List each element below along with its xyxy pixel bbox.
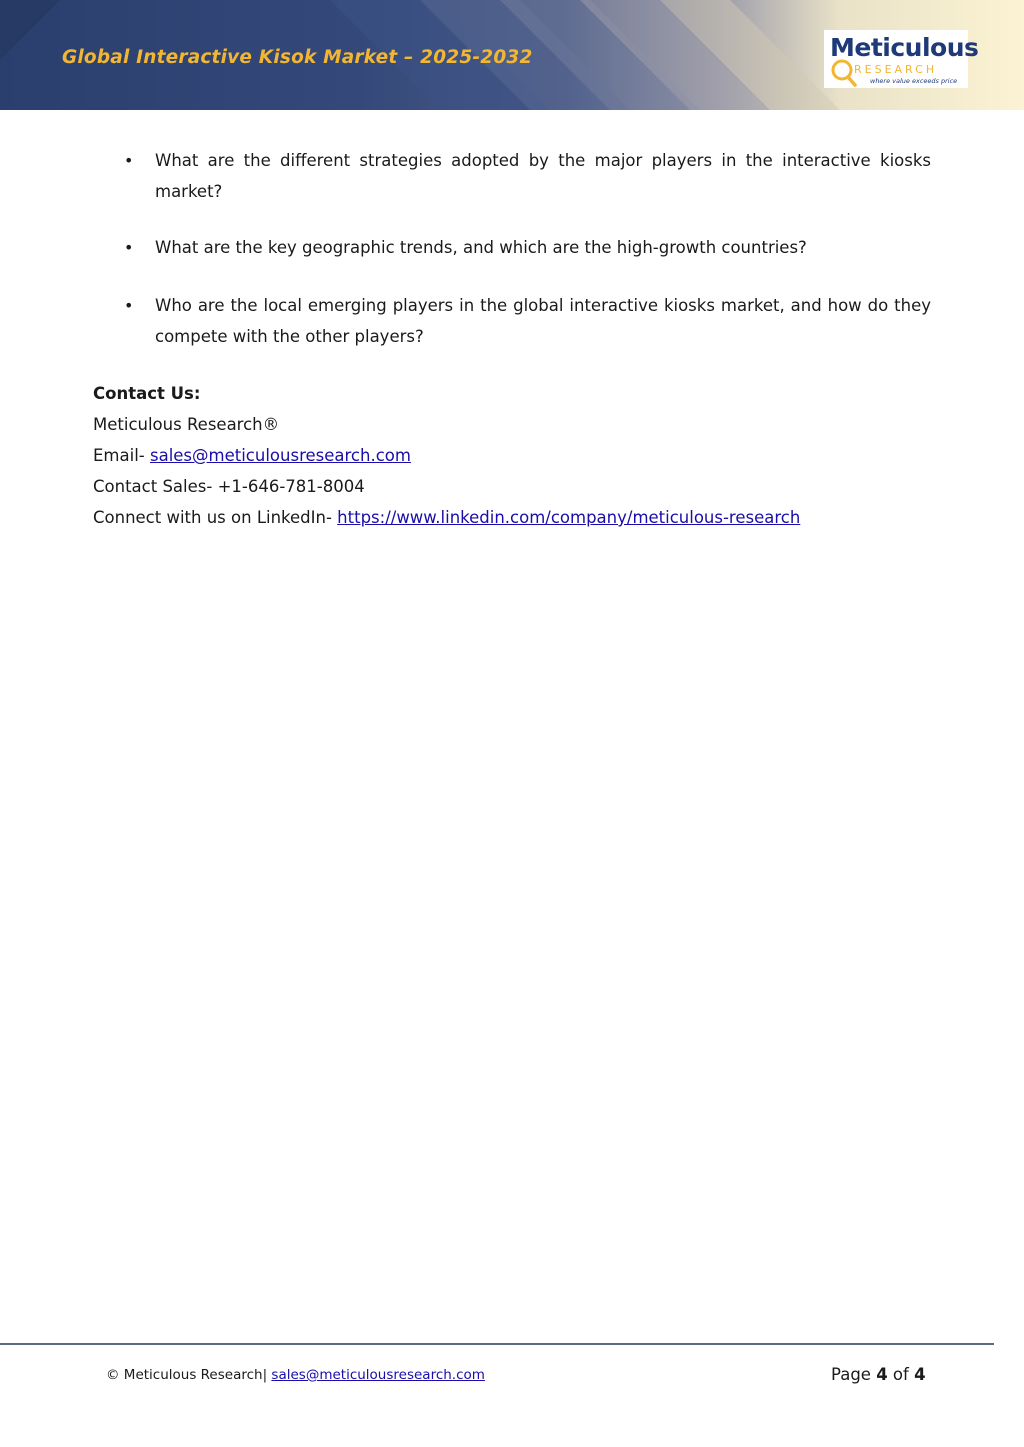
contact-heading: Contact Us: [93, 384, 201, 403]
logo-subtitle: RESEARCH [854, 63, 938, 76]
logo-wordmark: Meticulous [830, 33, 979, 62]
company-name: Meticulous Research® [93, 415, 280, 434]
page-word: Page [831, 1365, 877, 1384]
logo-tagline: where value exceeds price [870, 77, 958, 85]
sales-label: Contact Sales- [93, 477, 218, 496]
question-text: Who are the local emerging players in the global interactive kiosks market, and how do they compete with the other players? [155, 296, 931, 346]
report-title: Global Interactive Kisok Market – 2025-2032 [62, 47, 533, 68]
email-line [93, 440, 411, 471]
bullet-icon: • [124, 238, 134, 257]
page-header [0, 0, 1024, 110]
question-text: What are the different strategies adopted by the major players in the interactive kiosks market? [155, 151, 931, 201]
footer-copyright [106, 1367, 485, 1383]
footer-email-link[interactable]: sales@meticulousresearch.com [271, 1367, 485, 1383]
bullet-icon: • [124, 296, 134, 315]
linkedin-label: Connect with us on LinkedIn- [93, 508, 338, 527]
page-current: 4 [876, 1365, 888, 1384]
sales-line [93, 471, 365, 502]
bullet-icon: • [124, 151, 134, 170]
page-total: 4 [914, 1365, 926, 1384]
question-text: What are the key geographic trends, and which are the high-growth countries? [155, 238, 807, 257]
page-of: of [887, 1365, 915, 1384]
page-number [831, 1365, 926, 1384]
copyright-text: © Meticulous Research| [106, 1367, 272, 1383]
meticulous-research-logo [824, 30, 979, 88]
linkedin-line [93, 502, 800, 533]
sales-phone: +1-646-781-8004 [217, 477, 365, 496]
linkedin-link[interactable]: https://www.linkedin.com/company/meticulous-research [337, 508, 801, 527]
email-link[interactable]: sales@meticulousresearch.com [149, 446, 411, 465]
email-label: Email- [93, 446, 150, 465]
footer-divider [0, 1343, 994, 1345]
